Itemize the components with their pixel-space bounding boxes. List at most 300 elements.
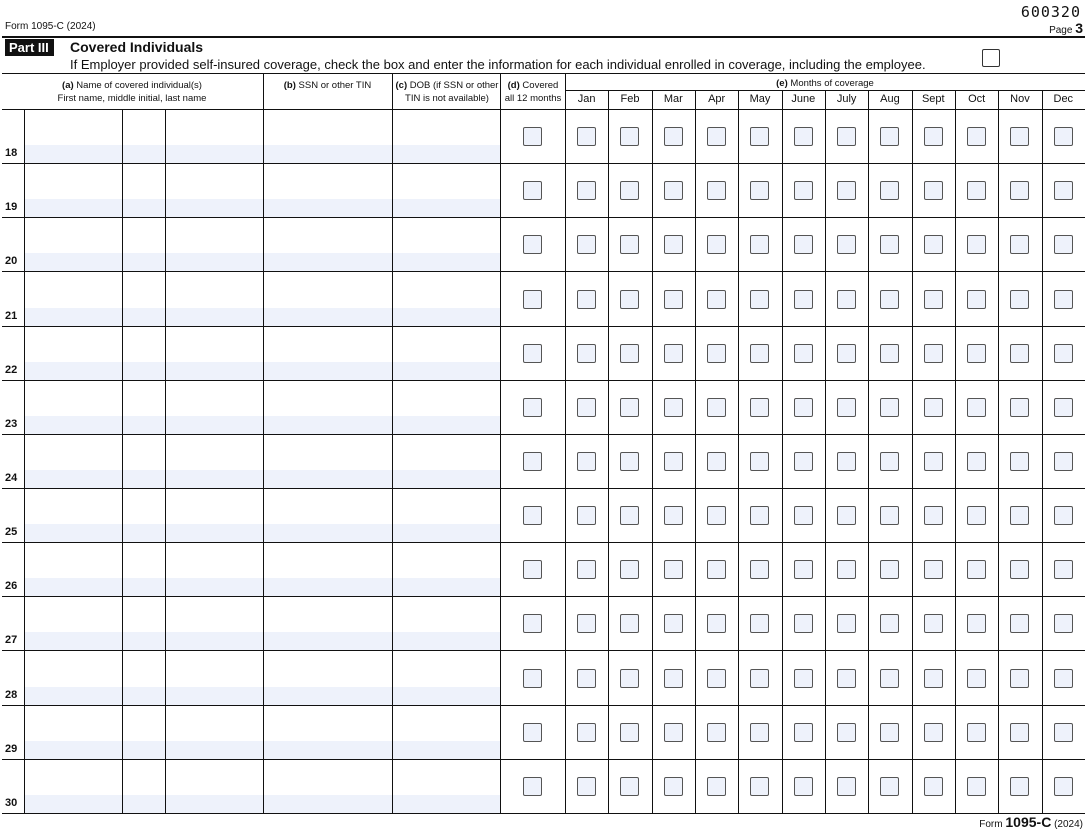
month-checkbox-nov[interactable] [1010,398,1029,417]
last-name-field[interactable] [166,308,263,326]
grid-vline [500,73,501,813]
dob-field[interactable] [393,578,500,596]
month-checkbox-jan[interactable] [577,669,596,688]
month-checkbox-may[interactable] [750,235,769,254]
last-name-field[interactable] [166,524,263,542]
dob-field[interactable] [393,362,500,380]
month-checkbox-apr[interactable] [707,181,726,200]
row-number: 23 [5,418,18,430]
first-name-field[interactable] [25,578,122,596]
month-checkbox-sept[interactable] [924,127,943,146]
month-checkbox-feb[interactable] [620,290,639,309]
month-checkbox-sept[interactable] [924,614,943,633]
self-insured-instruction: If Employer provided self-insured coverage, check the box and enter the information for each individual enrolled in coverage, including the employee. [70,57,926,72]
month-checkbox-oct[interactable] [967,506,986,525]
month-checkbox-feb[interactable] [620,344,639,363]
month-checkbox-june[interactable] [794,127,813,146]
month-checkbox-dec[interactable] [1054,344,1073,363]
column-e-letter: (e) [776,78,788,89]
month-checkbox-nov[interactable] [1010,452,1029,471]
month-checkbox-oct[interactable] [967,723,986,742]
column-c-title: DOB (if SSN or other [409,80,499,91]
month-checkbox-apr[interactable] [707,452,726,471]
row-rule [2,217,1085,218]
dob-field[interactable] [393,524,500,542]
month-checkbox-may[interactable] [750,127,769,146]
month-checkbox-june[interactable] [794,344,813,363]
last-name-field[interactable] [166,470,263,488]
last-name-field[interactable] [166,632,263,650]
month-checkbox-sept[interactable] [924,777,943,796]
month-checkbox-feb[interactable] [620,398,639,417]
month-checkbox-may[interactable] [750,669,769,688]
month-checkbox-jan[interactable] [577,452,596,471]
month-checkbox-apr[interactable] [707,344,726,363]
first-name-field[interactable] [25,145,122,163]
month-checkbox-may[interactable] [750,398,769,417]
month-checkbox-apr[interactable] [707,127,726,146]
month-checkbox-may[interactable] [750,723,769,742]
month-checkbox-feb[interactable] [620,669,639,688]
middle-initial-field[interactable] [123,253,165,271]
month-checkbox-july[interactable] [837,560,856,579]
month-checkbox-sept[interactable] [924,181,943,200]
month-checkbox-jan[interactable] [577,777,596,796]
month-checkbox-dec[interactable] [1054,506,1073,525]
last-name-field[interactable] [166,362,263,380]
first-name-field[interactable] [25,416,122,434]
dob-field[interactable] [393,632,500,650]
month-checkbox-nov[interactable] [1010,235,1029,254]
month-checkbox-dec[interactable] [1054,398,1073,417]
dob-field[interactable] [393,687,500,705]
month-checkbox-sept[interactable] [924,235,943,254]
top-rule [2,36,1085,38]
row-number: 18 [5,147,18,159]
row-number: 26 [5,580,18,592]
row-rule [2,488,1085,489]
row-rule [2,596,1085,597]
ssn-field[interactable] [264,741,392,759]
month-checkbox-oct[interactable] [967,181,986,200]
month-checkbox-nov[interactable] [1010,344,1029,363]
month-checkbox-aug[interactable] [880,560,899,579]
month-checkbox-feb[interactable] [620,181,639,200]
month-checkbox-dec[interactable] [1054,181,1073,200]
middle-initial-field[interactable] [123,632,165,650]
column-d-header [501,79,565,105]
covered-all-12-months-checkbox[interactable] [523,452,542,471]
month-header-july: July [836,93,857,105]
middle-initial-field[interactable] [123,145,165,163]
footer-form-id [979,814,1083,830]
month-checkbox-apr[interactable] [707,290,726,309]
month-checkbox-apr[interactable] [707,506,726,525]
header-top-rule [2,73,1085,74]
month-checkbox-oct[interactable] [967,669,986,688]
middle-initial-field[interactable] [123,470,165,488]
month-checkbox-july[interactable] [837,506,856,525]
month-checkbox-nov[interactable] [1010,614,1029,633]
dob-field[interactable] [393,470,500,488]
last-name-field[interactable] [166,741,263,759]
month-checkbox-aug[interactable] [880,290,899,309]
month-checkbox-nov[interactable] [1010,290,1029,309]
month-checkbox-mar[interactable] [664,506,683,525]
month-checkbox-jan[interactable] [577,344,596,363]
month-checkbox-feb[interactable] [620,723,639,742]
dob-field[interactable] [393,253,500,271]
covered-all-12-months-checkbox[interactable] [523,506,542,525]
month-checkbox-july[interactable] [837,235,856,254]
page-prefix: Page [1049,25,1073,36]
last-name-field[interactable] [166,795,263,813]
month-checkbox-may[interactable] [750,344,769,363]
month-checkbox-june[interactable] [794,181,813,200]
month-checkbox-nov[interactable] [1010,723,1029,742]
month-checkbox-aug[interactable] [880,777,899,796]
month-checkbox-july[interactable] [837,723,856,742]
month-checkbox-aug[interactable] [880,452,899,471]
month-checkbox-mar[interactable] [664,723,683,742]
month-header-nov: Nov [1010,93,1030,105]
month-checkbox-dec[interactable] [1054,669,1073,688]
month-checkbox-mar[interactable] [664,560,683,579]
covered-all-12-months-checkbox[interactable] [523,290,542,309]
month-checkbox-jan[interactable] [577,560,596,579]
ssn-field[interactable] [264,308,392,326]
month-checkbox-dec[interactable] [1054,235,1073,254]
month-checkbox-june[interactable] [794,777,813,796]
month-checkbox-aug[interactable] [880,614,899,633]
month-checkbox-feb[interactable] [620,614,639,633]
covered-all-12-months-checkbox[interactable] [523,669,542,688]
last-name-field[interactable] [166,199,263,217]
row-number: 30 [5,797,18,809]
last-name-field[interactable] [166,578,263,596]
month-checkbox-dec[interactable] [1054,723,1073,742]
column-b-letter: (b) [283,80,296,91]
month-checkbox-june[interactable] [794,452,813,471]
ssn-field[interactable] [264,199,392,217]
ssn-field[interactable] [264,687,392,705]
ssn-field[interactable] [264,362,392,380]
part-label: Part III [5,39,54,56]
dob-field[interactable] [393,795,500,813]
month-checkbox-sept[interactable] [924,506,943,525]
header-bottom-rule [2,109,1085,110]
month-header-dec: Dec [1053,93,1074,105]
month-checkbox-july[interactable] [837,344,856,363]
month-checkbox-aug[interactable] [880,127,899,146]
month-checkbox-aug[interactable] [880,669,899,688]
month-checkbox-mar[interactable] [664,777,683,796]
month-checkbox-feb[interactable] [620,506,639,525]
month-checkbox-june[interactable] [794,290,813,309]
month-header-may: May [749,93,771,105]
row-number: 27 [5,634,18,646]
row-number: 29 [5,743,18,755]
row-rule [2,434,1085,435]
month-header-mar: Mar [663,93,683,105]
month-header-feb: Feb [620,93,640,105]
first-name-field[interactable] [25,362,122,380]
self-insured-checkbox[interactable] [982,49,1000,67]
ssn-field[interactable] [264,795,392,813]
month-checkbox-feb[interactable] [620,560,639,579]
month-checkbox-mar[interactable] [664,235,683,254]
month-checkbox-apr[interactable] [707,723,726,742]
month-checkbox-mar[interactable] [664,344,683,363]
month-checkbox-oct[interactable] [967,398,986,417]
month-checkbox-sept[interactable] [924,669,943,688]
month-checkbox-jan[interactable] [577,398,596,417]
ssn-field[interactable] [264,416,392,434]
month-checkbox-july[interactable] [837,777,856,796]
month-checkbox-mar[interactable] [664,614,683,633]
month-checkbox-nov[interactable] [1010,669,1029,688]
row-number: 21 [5,310,18,322]
month-checkbox-mar[interactable] [664,127,683,146]
row-number: 24 [5,472,18,484]
month-checkbox-dec[interactable] [1054,777,1073,796]
last-name-field[interactable] [166,416,263,434]
covered-all-12-months-checkbox[interactable] [523,127,542,146]
row-rule [2,705,1085,706]
month-checkbox-june[interactable] [794,560,813,579]
month-checkbox-oct[interactable] [967,290,986,309]
month-checkbox-jan[interactable] [577,235,596,254]
month-checkbox-sept[interactable] [924,344,943,363]
month-checkbox-jan[interactable] [577,181,596,200]
month-checkbox-july[interactable] [837,452,856,471]
month-checkbox-dec[interactable] [1054,290,1073,309]
last-name-field[interactable] [166,253,263,271]
month-checkbox-june[interactable] [794,723,813,742]
first-name-field[interactable] [25,308,122,326]
column-b-title: SSN or other TIN [298,80,372,91]
ssn-field[interactable] [264,578,392,596]
month-checkbox-may[interactable] [750,452,769,471]
first-name-field[interactable] [25,524,122,542]
footer-prefix: Form [979,819,1003,830]
row-rule [2,542,1085,543]
row-number: 25 [5,526,18,538]
month-checkbox-may[interactable] [750,181,769,200]
month-checkbox-jan[interactable] [577,614,596,633]
month-checkbox-oct[interactable] [967,235,986,254]
month-checkbox-aug[interactable] [880,398,899,417]
month-checkbox-mar[interactable] [664,452,683,471]
month-checkbox-aug[interactable] [880,235,899,254]
covered-all-12-months-checkbox[interactable] [523,181,542,200]
month-checkbox-oct[interactable] [967,452,986,471]
month-checkbox-july[interactable] [837,127,856,146]
month-checkbox-oct[interactable] [967,127,986,146]
month-checkbox-mar[interactable] [664,181,683,200]
month-checkbox-jan[interactable] [577,290,596,309]
month-checkbox-apr[interactable] [707,398,726,417]
month-checkbox-july[interactable] [837,669,856,688]
column-a-letter: (a) [62,80,74,91]
month-checkbox-nov[interactable] [1010,506,1029,525]
row-rule [2,759,1085,760]
month-checkbox-may[interactable] [750,506,769,525]
covered-all-12-months-checkbox[interactable] [523,398,542,417]
first-name-field[interactable] [25,632,122,650]
first-name-field[interactable] [25,741,122,759]
column-e-header [565,77,1085,90]
ssn-field[interactable] [264,632,392,650]
month-checkbox-dec[interactable] [1054,560,1073,579]
covered-all-12-months-checkbox[interactable] [523,723,542,742]
month-checkbox-dec[interactable] [1054,614,1073,633]
middle-initial-field[interactable] [123,416,165,434]
month-checkbox-dec[interactable] [1054,452,1073,471]
month-checkbox-june[interactable] [794,669,813,688]
ssn-field[interactable] [264,470,392,488]
dob-field[interactable] [393,199,500,217]
column-d-subtitle: all 12 months [504,93,562,104]
month-header-apr: Apr [708,93,726,105]
column-b-header [263,79,392,92]
month-checkbox-sept[interactable] [924,452,943,471]
month-checkbox-oct[interactable] [967,614,986,633]
first-name-field[interactable] [25,795,122,813]
month-checkbox-july[interactable] [837,290,856,309]
last-name-field[interactable] [166,687,263,705]
month-checkbox-june[interactable] [794,614,813,633]
ssn-field[interactable] [264,524,392,542]
part-title: Covered Individuals [70,39,204,55]
column-c-header [393,79,501,105]
form-id: Form 1095-C (2024) [5,21,96,32]
month-checkbox-may[interactable] [750,560,769,579]
month-checkbox-sept[interactable] [924,560,943,579]
first-name-field[interactable] [25,253,122,271]
month-checkbox-mar[interactable] [664,669,683,688]
middle-initial-field[interactable] [123,741,165,759]
row-number: 28 [5,689,18,701]
month-checkbox-dec[interactable] [1054,127,1073,146]
month-header-oct: Oct [968,93,986,105]
month-checkbox-jan[interactable] [577,506,596,525]
middle-initial-field[interactable] [123,795,165,813]
first-name-field[interactable] [25,470,122,488]
month-checkbox-feb[interactable] [620,127,639,146]
month-checkbox-june[interactable] [794,235,813,254]
column-c-subtitle: TIN is not available) [405,93,489,104]
footer-year: (2024) [1054,819,1083,830]
month-checkbox-feb[interactable] [620,235,639,254]
month-checkbox-apr[interactable] [707,235,726,254]
month-header-jan: Jan [577,93,596,105]
row-number: 22 [5,364,18,376]
month-checkbox-feb[interactable] [620,452,639,471]
row-rule [2,271,1085,272]
column-e-title: Months of coverage [790,78,874,89]
month-checkbox-sept[interactable] [924,290,943,309]
month-checkbox-oct[interactable] [967,344,986,363]
page-number [1049,20,1083,36]
month-checkbox-apr[interactable] [707,560,726,579]
month-header-sept: Sept [921,93,945,105]
month-checkbox-june[interactable] [794,398,813,417]
covered-all-12-months-checkbox[interactable] [523,614,542,633]
month-checkbox-mar[interactable] [664,398,683,417]
middle-initial-field[interactable] [123,524,165,542]
month-checkbox-aug[interactable] [880,181,899,200]
month-checkbox-sept[interactable] [924,723,943,742]
month-checkbox-july[interactable] [837,398,856,417]
month-checkbox-feb[interactable] [620,777,639,796]
month-checkbox-apr[interactable] [707,614,726,633]
month-checkbox-oct[interactable] [967,777,986,796]
covered-all-12-months-checkbox[interactable] [523,344,542,363]
column-d-title: Covered [522,80,559,91]
month-checkbox-mar[interactable] [664,290,683,309]
month-checkbox-may[interactable] [750,777,769,796]
dob-field[interactable] [393,741,500,759]
covered-all-12-months-checkbox[interactable] [523,560,542,579]
month-checkbox-nov[interactable] [1010,560,1029,579]
middle-initial-field[interactable] [123,687,165,705]
month-checkbox-apr[interactable] [707,777,726,796]
column-d-letter: (d) [507,80,520,91]
middle-initial-field[interactable] [123,362,165,380]
month-checkbox-nov[interactable] [1010,181,1029,200]
dob-field[interactable] [393,416,500,434]
month-checkbox-aug[interactable] [880,506,899,525]
middle-initial-field[interactable] [123,308,165,326]
column-a-title: Name of covered individual(s) [76,80,202,91]
month-checkbox-may[interactable] [750,290,769,309]
dob-field[interactable] [393,308,500,326]
month-checkbox-apr[interactable] [707,669,726,688]
month-checkbox-july[interactable] [837,614,856,633]
first-name-field[interactable] [25,687,122,705]
first-name-field[interactable] [25,199,122,217]
month-checkbox-jan[interactable] [577,723,596,742]
month-checkbox-sept[interactable] [924,398,943,417]
grid-vline [565,73,566,813]
month-checkbox-nov[interactable] [1010,127,1029,146]
column-a-subtitle: First name, middle initial, last name [57,93,207,104]
column-c-letter: (c) [395,80,408,91]
row-rule [2,813,1085,814]
covered-all-12-months-checkbox[interactable] [523,235,542,254]
ssn-field[interactable] [264,145,392,163]
dob-field[interactable] [393,145,500,163]
row-rule [2,380,1085,381]
month-checkbox-nov[interactable] [1010,777,1029,796]
month-checkbox-may[interactable] [750,614,769,633]
month-checkbox-aug[interactable] [880,723,899,742]
form-code: 600320 [1020,3,1081,21]
middle-initial-field[interactable] [123,578,165,596]
middle-initial-field[interactable] [123,199,165,217]
month-checkbox-june[interactable] [794,506,813,525]
month-checkbox-aug[interactable] [880,344,899,363]
month-checkbox-oct[interactable] [967,560,986,579]
month-checkbox-july[interactable] [837,181,856,200]
row-number: 20 [5,255,18,267]
ssn-field[interactable] [264,253,392,271]
covered-all-12-months-checkbox[interactable] [523,777,542,796]
last-name-field[interactable] [166,145,263,163]
page-number-value: 3 [1075,20,1083,36]
month-checkbox-jan[interactable] [577,127,596,146]
